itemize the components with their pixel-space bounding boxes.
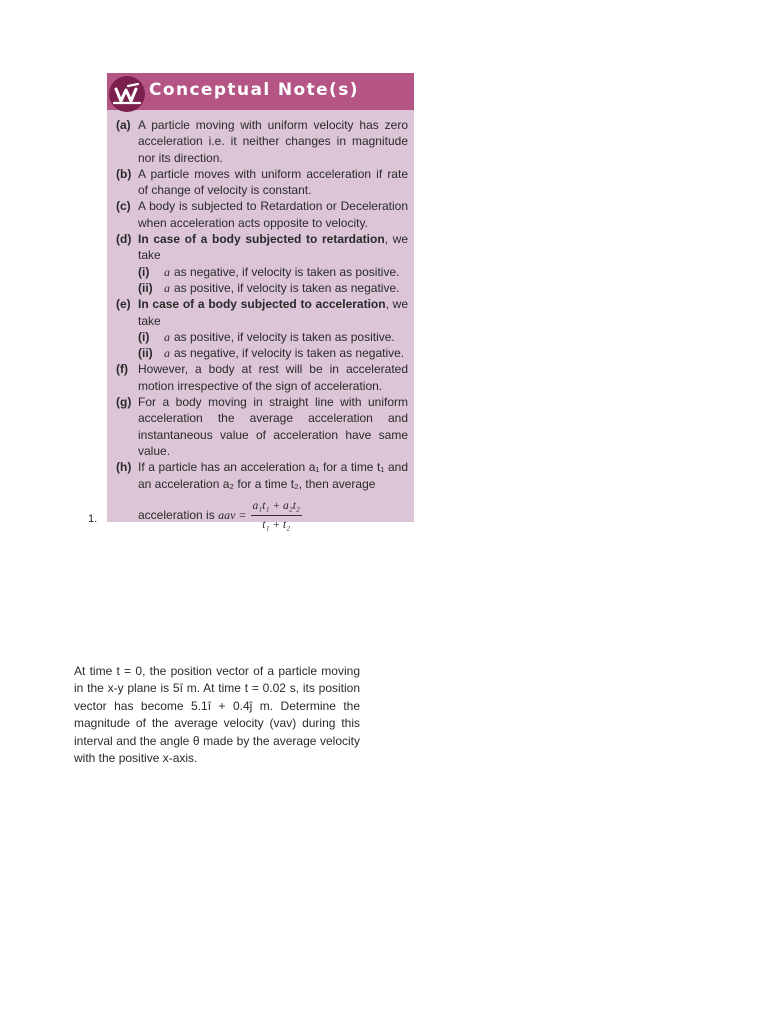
- note-item-c: [116, 198, 408, 231]
- note-item-f: [116, 361, 408, 394]
- note-sub-item-text: as positive, if velocity is taken as positive.: [174, 329, 395, 344]
- note-item-g: [116, 394, 408, 459]
- note-item-b: [116, 166, 408, 199]
- formula-denominator: t₁ + t₂: [262, 519, 291, 532]
- note-item-label: (d): [116, 232, 132, 247]
- formula-lhs: aav =: [218, 508, 247, 523]
- note-item-label: (f): [116, 362, 128, 377]
- note-sub-item: [138, 329, 408, 345]
- note-sub-item: [138, 280, 408, 296]
- formula-numerator: a₁t₁ + a₂t₂: [251, 498, 302, 516]
- note-item-bold-text: In case of a body subjected to acceleration: [138, 297, 386, 312]
- note-item-label: (a): [116, 118, 131, 132]
- conceptual-note-header: [107, 73, 414, 110]
- conceptual-note-list: [116, 117, 408, 533]
- note-sub-item-symbol: a: [164, 346, 170, 361]
- note-item-text: [138, 231, 408, 264]
- note-sub-item-symbol: a: [164, 329, 170, 344]
- note-item-label: (c): [116, 199, 131, 214]
- note-item-text: For a body moving in straight line with uniform acceleration the average acceleration and instantaneous value of acceleration have same value.: [138, 395, 408, 458]
- conceptual-note-logo-icon: [109, 76, 145, 112]
- note-item-label: (b): [116, 166, 132, 181]
- note-item-d: [116, 231, 408, 296]
- note-sub-item-text: as negative, if velocity is taken as positive.: [174, 264, 400, 279]
- note-item-text: [138, 296, 408, 329]
- note-sub-item-symbol: a: [164, 280, 170, 295]
- note-item-e: [116, 296, 408, 361]
- note-item-text: If a particle has an acceleration a₁ for a time t₁ and an acceleration a₂ for a time t₂, then average: [138, 460, 408, 491]
- note-sub-item-symbol: a: [164, 264, 170, 279]
- formula-fraction: [251, 498, 302, 534]
- list-number: 1.: [88, 513, 98, 525]
- note-item-text: However, a body at rest will be in accelerated motion irrespective of the sign of acceleration.: [138, 362, 408, 393]
- note-item-text-rest: , we take: [138, 232, 408, 263]
- note-sub-item-label: (i): [138, 329, 150, 344]
- note-sub-item-label: (ii): [138, 280, 153, 295]
- note-sub-item: [138, 264, 408, 280]
- note-item-text: A particle moves with uniform acceleration if rate of change of velocity is constant.: [138, 166, 408, 198]
- note-item-text: A body is subjected to Retardation or Deceleration when acceleration acts opposite to velocity.: [138, 199, 408, 230]
- conceptual-note-box: [107, 73, 414, 532]
- formula-prefix: acceleration is: [138, 508, 215, 523]
- conceptual-note-title: Conceptual Note(s): [149, 80, 359, 100]
- note-item-text-rest: , we take: [138, 297, 408, 328]
- note-item-bold-text: In case of a body subjected to retardation: [138, 232, 385, 247]
- note-sub-item-label: (ii): [138, 346, 153, 361]
- note-item-text: A particle moving with uniform velocity has zero acceleration i.e. it neither changes in magnitude nor its direction.: [138, 118, 408, 165]
- note-sub-item-label: (i): [138, 264, 150, 279]
- problem-statement: At time t = 0, the position vector of a particle moving in the x-y plane is 5î m. At time t = 0.02 s, its position vector has become 5.1î + 0.4ĵ m. Determine the magnitude of the average velocity (vav) during this interval and the angle θ made by the average velocity with the positive x-axis.: [74, 664, 360, 766]
- note-item-label: (e): [116, 297, 131, 312]
- note-item-label: (g): [116, 395, 132, 410]
- note-sub-item-text: as negative, if velocity is taken as negative.: [174, 346, 405, 361]
- average-acceleration-formula: [138, 498, 408, 534]
- note-item-a: [116, 117, 408, 166]
- note-item-label: (h): [116, 460, 132, 475]
- note-item-h: [116, 459, 408, 533]
- note-sub-item-text: as positive, if velocity is taken as negative.: [174, 280, 400, 295]
- note-sub-item: [138, 345, 408, 361]
